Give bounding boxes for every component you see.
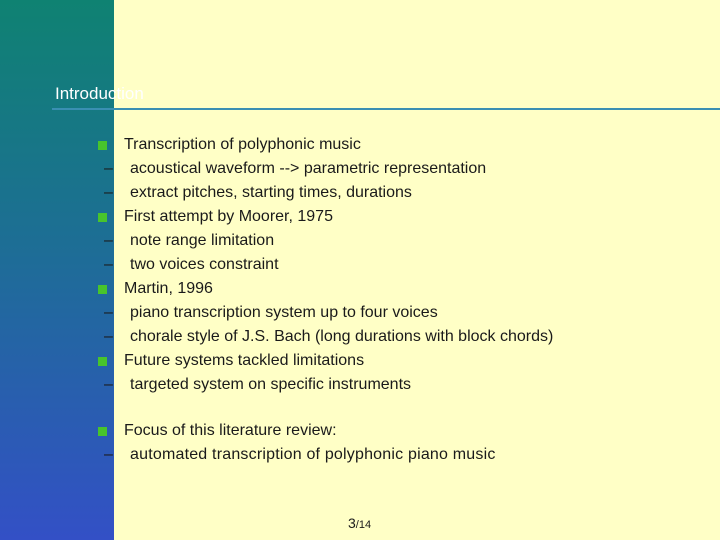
bullet-text: Martin, 1996 xyxy=(124,280,213,297)
sub-text: acoustical waveform --> parametric representation xyxy=(130,160,487,177)
sub-item xyxy=(98,325,698,349)
page-total: /14 xyxy=(355,519,372,531)
dash-icon: – xyxy=(104,232,113,249)
bullet-text: Focus of this literature review: xyxy=(124,422,337,439)
slide-title: Introduction xyxy=(55,84,144,103)
sub-item xyxy=(98,229,698,253)
dash-icon: – xyxy=(104,328,113,345)
title-rule xyxy=(52,108,720,110)
square-bullet-icon xyxy=(98,427,107,436)
sub-item xyxy=(98,157,698,181)
bullet-text: Future systems tackled limitations xyxy=(124,352,365,369)
sub-text: chorale style of J.S. Bach (long durations with block chords) xyxy=(130,328,554,345)
square-bullet-icon xyxy=(98,141,107,150)
sub-item xyxy=(98,301,698,325)
bullet-item xyxy=(98,133,698,157)
bullet-item xyxy=(98,205,698,229)
spacer xyxy=(98,397,698,419)
dash-icon: – xyxy=(104,446,113,463)
square-bullet-icon xyxy=(98,285,107,294)
sub-text: targeted system on specific instruments xyxy=(130,376,412,393)
sub-text: note range limitation xyxy=(130,232,275,249)
dash-icon: – xyxy=(104,304,113,321)
sub-text: two voices constraint xyxy=(130,256,279,273)
page-current: 3 xyxy=(348,515,356,531)
sub-item xyxy=(98,181,698,205)
sub-item xyxy=(98,253,698,277)
sub-text: piano transcription system up to four voices xyxy=(130,304,438,321)
square-bullet-icon xyxy=(98,213,107,222)
bullet-item xyxy=(98,349,698,373)
sub-text: extract pitches, starting times, durations xyxy=(130,184,412,201)
dash-icon: – xyxy=(104,160,113,177)
square-bullet-icon xyxy=(98,357,107,366)
bullet-text: First attempt by Moorer, 1975 xyxy=(124,208,333,225)
dash-icon: – xyxy=(104,184,113,201)
dash-icon: – xyxy=(104,376,113,393)
page-number xyxy=(348,515,371,531)
bullet-text: Transcription of polyphonic music xyxy=(124,136,361,153)
sub-item xyxy=(98,373,698,397)
bullet-item xyxy=(98,277,698,301)
sub-item xyxy=(98,443,698,467)
bullet-item xyxy=(98,419,698,443)
bullet-list xyxy=(98,133,698,467)
sub-text-emphasis: automated transcription of polyphonic piano music xyxy=(130,446,496,463)
side-band xyxy=(0,0,114,540)
dash-icon: – xyxy=(104,256,113,273)
